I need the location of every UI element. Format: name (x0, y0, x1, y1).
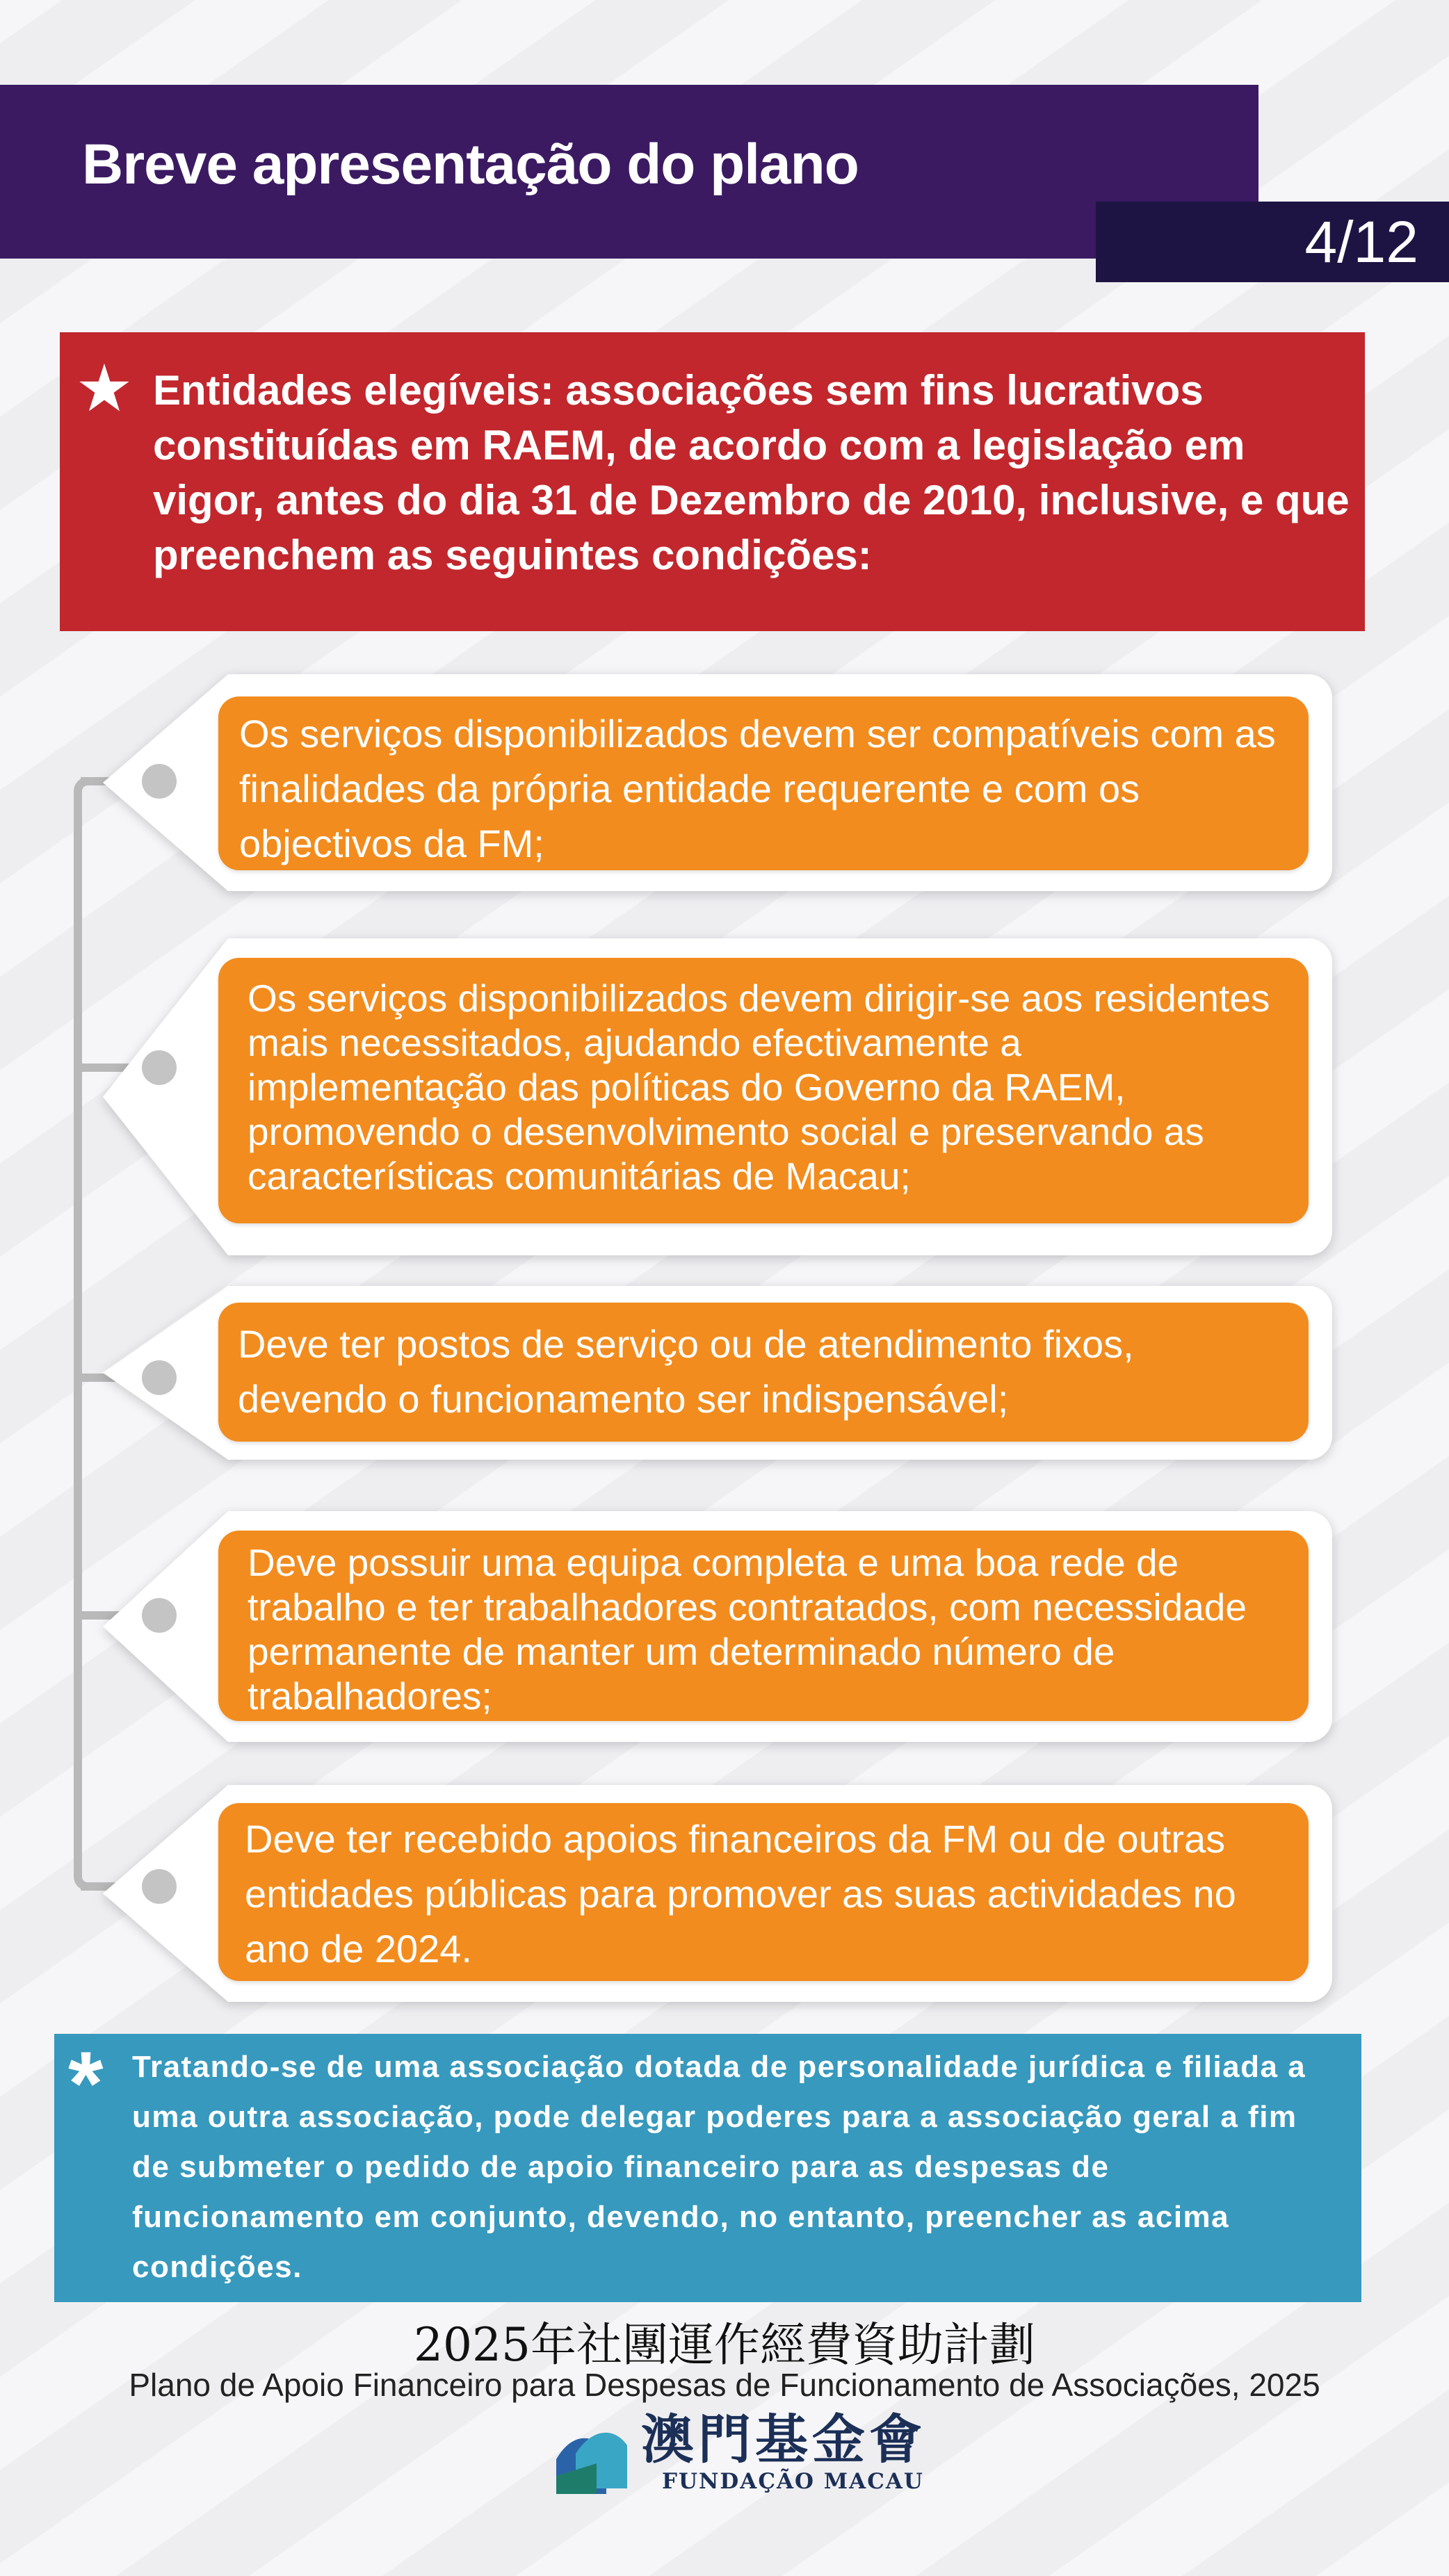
condition-text: Os serviços disponibilizados devem ser compatíveis com as finalidades da própria entidade requerente e com os objectivos da FM; (218, 696, 1309, 870)
footer-title-zh: 2025年社團運作經費資助計劃 (414, 2318, 1035, 2372)
page-title: Breve apresentação do plano (82, 133, 859, 196)
logo-zh-text: 澳門基金會 (641, 2408, 926, 2470)
connector-dot (142, 1598, 177, 1633)
connector-dot (142, 764, 177, 799)
asterisk-icon: * (68, 2032, 104, 2134)
connector-dot (142, 1869, 177, 1904)
connector-dot (142, 1360, 177, 1395)
condition-card (103, 1286, 1332, 1460)
connector-dot (142, 1050, 177, 1085)
condition-card (103, 1785, 1332, 2002)
page-indicator: 4/12 (1304, 209, 1418, 275)
condition-card (103, 674, 1332, 891)
condition-text: Deve ter postos de serviço ou de atendimento fixos, devendo o funcionamento ser indispensável; (218, 1303, 1309, 1442)
condition-text: Os serviços disponibilizados devem dirigir-se aos residentes mais necessitados, ajudando efectivamente a implementação das políticas do Governo da RAEM, promovendo o desenvolvimento social e preservando as características comunitárias de Macau; (218, 958, 1309, 1223)
note-text: Tratando-se de uma associação dotada de personalidade jurídica e filiada a uma outra associação, pode delegar poderes para a associação geral a fim de submeter o pedido de apoio financeiro para as despesas de funcionamento em conjunto, devendo, no entanto, preencher as acima condições. (132, 2050, 1306, 2284)
eligibility-heading: Entidades elegíveis: associações sem fins lucrativos constituídas em RAEM, de acordo com a legislação em vigor, antes do dia 31 de Dezembro de 2010, inclusive, e que preenchem as seguintes condições: (153, 367, 1350, 578)
connector-line (74, 777, 88, 1891)
star-icon (78, 361, 131, 414)
condition-card (103, 938, 1332, 1255)
footer-title-pt: Plano de Apoio Financeiro para Despesas de Funcionamento de Associações, 2025 (129, 2367, 1320, 2403)
condition-text: Deve possuir uma equipa completa e uma boa rede de trabalho e ter trabalhadores contratados, com necessidade permanente de manter um determinado número de trabalhadores; (218, 1531, 1309, 1721)
logo-pt-text: FUNDAÇÃO MACAU (662, 2469, 924, 2494)
condition-card (103, 1511, 1332, 1742)
condition-text: Deve ter recebido apoios financeiros da FM ou de outras entidades públicas para promover as suas actividades no ano de 2024. (218, 1803, 1309, 1981)
